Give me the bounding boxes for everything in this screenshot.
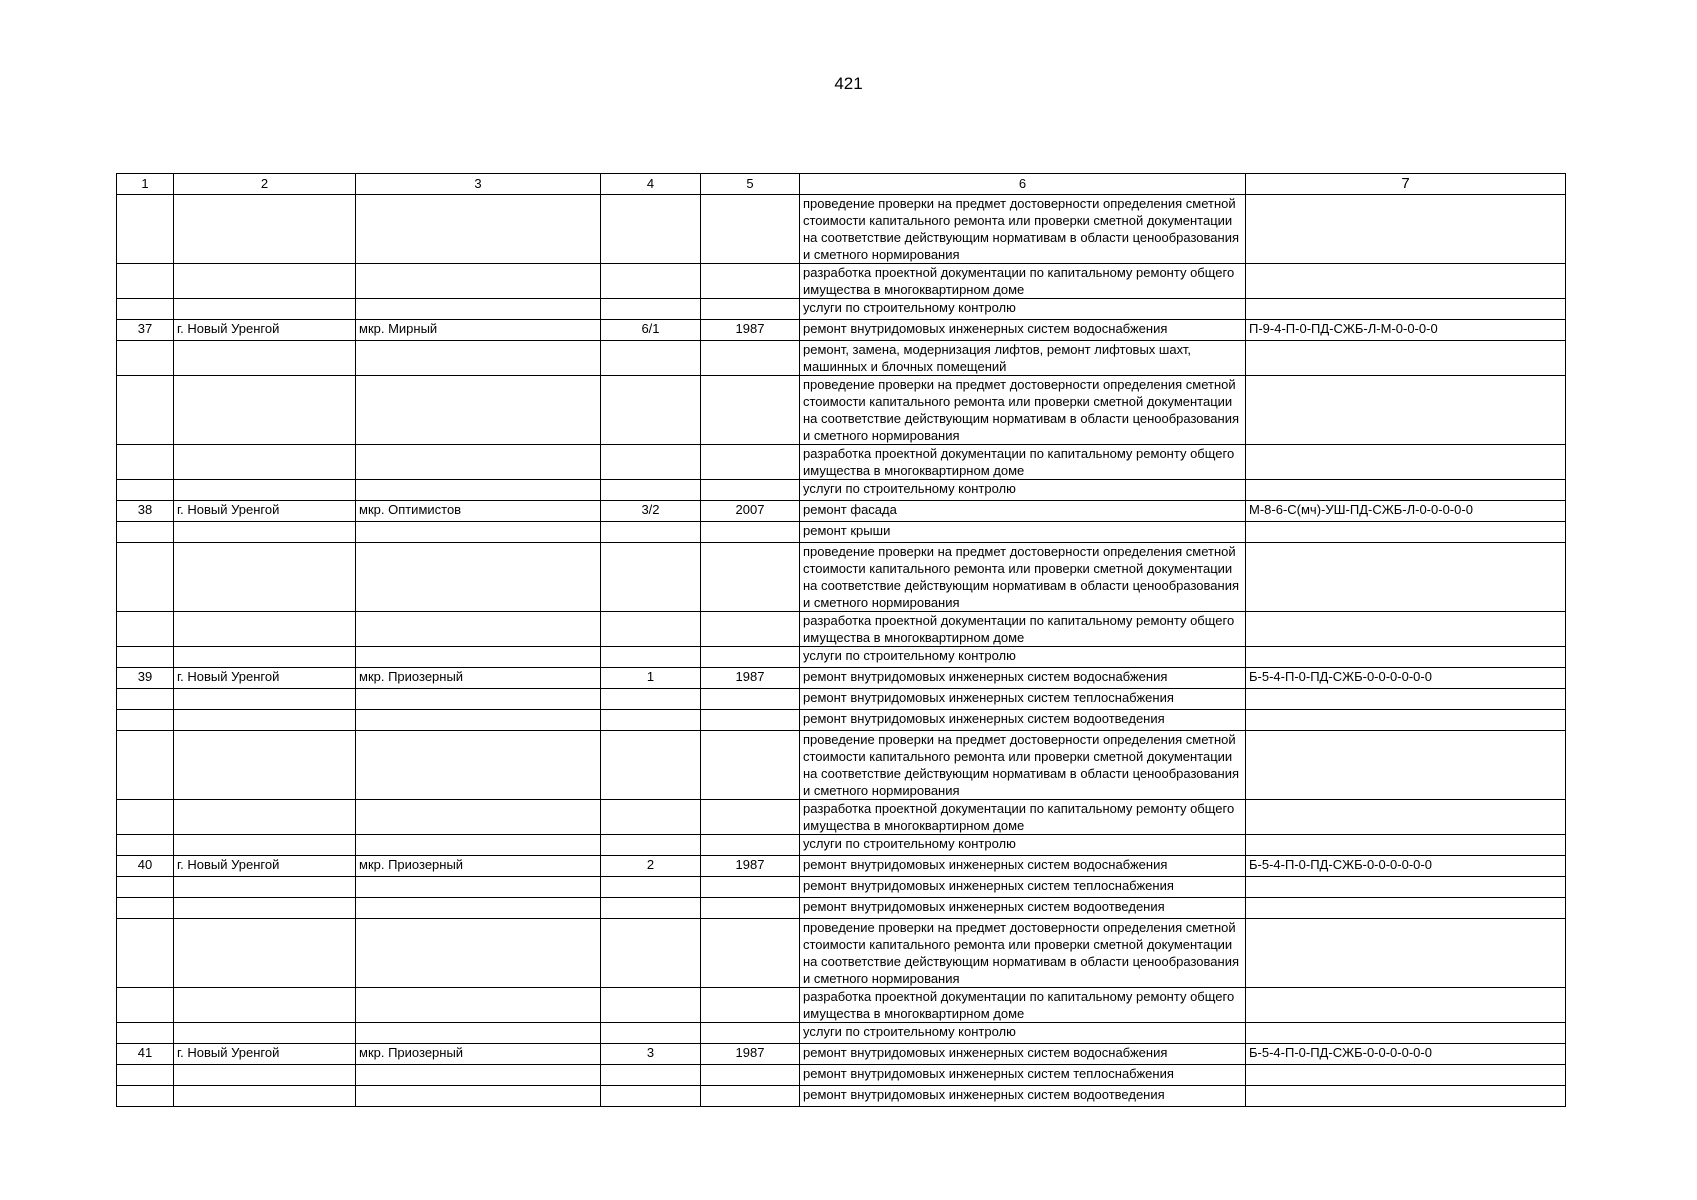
district-cell [356,1065,601,1086]
header-cell: 7 [1246,174,1566,195]
table-row [117,898,1566,919]
house-number-cell [601,264,701,299]
year-cell [701,988,800,1023]
work-type-cell: ремонт внутридомовых инженерных систем водоотведения [800,898,1246,919]
table-row [117,988,1566,1023]
row-number-cell [117,988,174,1023]
table-row [117,800,1566,835]
year-cell: 1987 [701,668,800,689]
row-number-cell [117,647,174,668]
city-cell [174,919,356,988]
year-cell [701,898,800,919]
row-number-cell [117,522,174,543]
table-row [117,341,1566,376]
work-type-cell: разработка проектной документации по капитальному ремонту общего имущества в многоквартирном доме [800,800,1246,835]
city-cell: г. Новый Уренгой [174,1044,356,1065]
table-row [117,264,1566,299]
district-cell [356,919,601,988]
year-cell [701,1065,800,1086]
row-number-cell [117,710,174,731]
year-cell [701,731,800,800]
code-cell [1246,195,1566,264]
house-number-cell [601,731,701,800]
code-cell [1246,647,1566,668]
city-cell [174,647,356,668]
year-cell [701,1023,800,1044]
table-row [117,480,1566,501]
row-number-cell [117,195,174,264]
work-type-cell: проведение проверки на предмет достоверности определения сметной стоимости капитального ремонта или проверки сметной документации на соответствие действующим нормативам в области ценообразования и сметного нормирования [800,195,1246,264]
table-row [117,1044,1566,1065]
works-table [116,173,1566,1107]
work-type-cell: ремонт внутридомовых инженерных систем водоснабжения [800,1044,1246,1065]
house-number-cell [601,800,701,835]
city-cell [174,1023,356,1044]
district-cell: мкр. Приозерный [356,668,601,689]
district-cell [356,1023,601,1044]
row-number-cell [117,898,174,919]
city-cell [174,689,356,710]
work-type-cell: разработка проектной документации по капитальному ремонту общего имущества в многоквартирном доме [800,612,1246,647]
code-cell [1246,835,1566,856]
year-cell [701,710,800,731]
row-number-cell [117,612,174,647]
header-cell: 5 [701,174,800,195]
code-cell [1246,299,1566,320]
district-cell: мкр. Оптимистов [356,501,601,522]
row-number-cell: 41 [117,1044,174,1065]
table-row [117,919,1566,988]
year-cell [701,264,800,299]
work-type-cell: ремонт фасада [800,501,1246,522]
year-cell [701,800,800,835]
house-number-cell [601,543,701,612]
table-row [117,856,1566,877]
code-cell [1246,543,1566,612]
year-cell [701,835,800,856]
house-number-cell: 2 [601,856,701,877]
city-cell [174,445,356,480]
row-number-cell [117,376,174,445]
table-row [117,445,1566,480]
district-cell [356,480,601,501]
city-cell [174,800,356,835]
city-cell [174,376,356,445]
year-cell [701,647,800,668]
city-cell [174,1086,356,1107]
work-type-cell: проведение проверки на предмет достоверности определения сметной стоимости капитального ремонта или проверки сметной документации на соответствие действующим нормативам в области ценообразования и сметного нормирования [800,376,1246,445]
row-number-cell: 39 [117,668,174,689]
header-row [117,174,1566,195]
work-type-cell: ремонт внутридомовых инженерных систем водоснабжения [800,856,1246,877]
year-cell: 2007 [701,501,800,522]
work-type-cell: ремонт, замена, модернизация лифтов, ремонт лифтовых шахт, машинных и блочных помещений [800,341,1246,376]
code-cell: Б-5-4-П-0-ПД-СЖБ-0-0-0-0-0-0 [1246,668,1566,689]
house-number-cell [601,877,701,898]
code-cell [1246,1023,1566,1044]
work-type-cell: ремонт внутридомовых инженерных систем теплоснабжения [800,1065,1246,1086]
house-number-cell [601,710,701,731]
code-cell [1246,264,1566,299]
year-cell [701,445,800,480]
district-cell [356,800,601,835]
table-row [117,877,1566,898]
city-cell [174,480,356,501]
header-cell: 6 [800,174,1246,195]
code-cell [1246,480,1566,501]
work-type-cell: услуги по строительному контролю [800,1023,1246,1044]
table-row [117,689,1566,710]
district-cell [356,898,601,919]
code-cell: Б-5-4-П-0-ПД-СЖБ-0-0-0-0-0-0 [1246,1044,1566,1065]
code-cell [1246,689,1566,710]
year-cell [701,480,800,501]
row-number-cell [117,689,174,710]
code-cell [1246,898,1566,919]
year-cell [701,919,800,988]
district-cell: мкр. Мирный [356,320,601,341]
code-cell [1246,445,1566,480]
header-cell: 1 [117,174,174,195]
work-type-cell: услуги по строительному контролю [800,299,1246,320]
city-cell [174,988,356,1023]
district-cell [356,612,601,647]
year-cell: 1987 [701,320,800,341]
row-number-cell [117,1023,174,1044]
work-type-cell: ремонт внутридомовых инженерных систем водоотведения [800,710,1246,731]
house-number-cell [601,1023,701,1044]
district-cell [356,543,601,612]
district-cell [356,1086,601,1107]
code-cell [1246,877,1566,898]
city-cell [174,898,356,919]
district-cell [356,689,601,710]
code-cell [1246,731,1566,800]
city-cell: г. Новый Уренгой [174,668,356,689]
district-cell: мкр. Приозерный [356,856,601,877]
district-cell [356,731,601,800]
city-cell [174,710,356,731]
table-row [117,710,1566,731]
work-type-cell: ремонт внутридомовых инженерных систем водоснабжения [800,320,1246,341]
city-cell [174,195,356,264]
table-row [117,522,1566,543]
house-number-cell [601,522,701,543]
city-cell: г. Новый Уренгой [174,856,356,877]
house-number-cell [601,612,701,647]
work-type-cell: проведение проверки на предмет достоверности определения сметной стоимости капитального ремонта или проверки сметной документации на соответствие действующим нормативам в области ценообразования и сметного нормирования [800,919,1246,988]
table-row [117,543,1566,612]
code-cell: Б-5-4-П-0-ПД-СЖБ-0-0-0-0-0-0 [1246,856,1566,877]
row-number-cell [117,299,174,320]
house-number-cell [601,689,701,710]
city-cell [174,877,356,898]
district-cell [356,835,601,856]
district-cell [356,376,601,445]
year-cell: 1987 [701,856,800,877]
row-number-cell [117,835,174,856]
table-row [117,612,1566,647]
house-number-cell [601,299,701,320]
house-number-cell: 1 [601,668,701,689]
work-type-cell: ремонт крыши [800,522,1246,543]
year-cell [701,543,800,612]
work-type-cell: ремонт внутридомовых инженерных систем водоотведения [800,1086,1246,1107]
header-cell: 4 [601,174,701,195]
code-cell [1246,1065,1566,1086]
work-type-cell: ремонт внутридомовых инженерных систем теплоснабжения [800,877,1246,898]
work-type-cell: ремонт внутридомовых инженерных систем теплоснабжения [800,689,1246,710]
table-row [117,731,1566,800]
code-cell [1246,376,1566,445]
code-cell [1246,612,1566,647]
code-cell [1246,800,1566,835]
city-cell [174,612,356,647]
year-cell [701,341,800,376]
district-cell [356,341,601,376]
house-number-cell [601,480,701,501]
work-type-cell: проведение проверки на предмет достоверности определения сметной стоимости капитального ремонта или проверки сметной документации на соответствие действующим нормативам в области ценообразования и сметного нормирования [800,543,1246,612]
district-cell [356,988,601,1023]
year-cell [701,689,800,710]
code-cell: П-9-4-П-0-ПД-СЖБ-Л-М-0-0-0-0 [1246,320,1566,341]
district-cell [356,877,601,898]
table-row [117,1086,1566,1107]
code-cell [1246,1086,1566,1107]
house-number-cell [601,341,701,376]
code-cell: М-8-6-С(мч)-УШ-ПД-СЖБ-Л-0-0-0-0-0 [1246,501,1566,522]
house-number-cell: 3 [601,1044,701,1065]
year-cell [701,877,800,898]
district-cell: мкр. Приозерный [356,1044,601,1065]
house-number-cell [601,1065,701,1086]
house-number-cell [601,1086,701,1107]
year-cell [701,612,800,647]
code-cell [1246,919,1566,988]
row-number-cell [117,543,174,612]
row-number-cell [117,1086,174,1107]
house-number-cell [601,898,701,919]
district-cell [356,195,601,264]
row-number-cell [117,480,174,501]
code-cell [1246,341,1566,376]
table-row [117,376,1566,445]
row-number-cell [117,445,174,480]
code-cell [1246,522,1566,543]
year-cell [701,299,800,320]
city-cell: г. Новый Уренгой [174,320,356,341]
row-number-cell [117,341,174,376]
house-number-cell [601,919,701,988]
house-number-cell: 6/1 [601,320,701,341]
year-cell [701,1086,800,1107]
house-number-cell [601,988,701,1023]
district-cell [356,299,601,320]
table-row [117,647,1566,668]
city-cell [174,731,356,800]
district-cell [356,710,601,731]
work-type-cell: проведение проверки на предмет достоверности определения сметной стоимости капитального ремонта или проверки сметной документации на соответствие действующим нормативам в области ценообразования и сметного нормирования [800,731,1246,800]
code-cell [1246,988,1566,1023]
district-cell [356,445,601,480]
city-cell [174,835,356,856]
house-number-cell: 3/2 [601,501,701,522]
work-type-cell: услуги по строительному контролю [800,480,1246,501]
table-row [117,835,1566,856]
table-row [117,320,1566,341]
row-number-cell: 40 [117,856,174,877]
house-number-cell [601,445,701,480]
city-cell [174,264,356,299]
work-type-cell: услуги по строительному контролю [800,647,1246,668]
row-number-cell [117,919,174,988]
house-number-cell [601,835,701,856]
work-type-cell: ремонт внутридомовых инженерных систем водоснабжения [800,668,1246,689]
row-number-cell [117,731,174,800]
row-number-cell [117,877,174,898]
table-row [117,501,1566,522]
house-number-cell [601,647,701,668]
work-type-cell: разработка проектной документации по капитальному ремонту общего имущества в многоквартирном доме [800,988,1246,1023]
district-cell [356,264,601,299]
work-type-cell: услуги по строительному контролю [800,835,1246,856]
row-number-cell [117,1065,174,1086]
work-type-cell: разработка проектной документации по капитальному ремонту общего имущества в многоквартирном доме [800,264,1246,299]
table-row [117,195,1566,264]
city-cell: г. Новый Уренгой [174,501,356,522]
row-number-cell [117,800,174,835]
row-number-cell: 38 [117,501,174,522]
year-cell [701,376,800,445]
table-row [117,1023,1566,1044]
header-cell: 3 [356,174,601,195]
year-cell [701,195,800,264]
city-cell [174,543,356,612]
year-cell: 1987 [701,1044,800,1065]
year-cell [701,522,800,543]
table-row [117,668,1566,689]
page-number: 421 [834,74,863,93]
district-cell [356,647,601,668]
row-number-cell: 37 [117,320,174,341]
city-cell [174,341,356,376]
city-cell [174,299,356,320]
row-number-cell [117,264,174,299]
house-number-cell [601,195,701,264]
table-row [117,1065,1566,1086]
city-cell [174,522,356,543]
district-cell [356,522,601,543]
work-type-cell: разработка проектной документации по капитальному ремонту общего имущества в многоквартирном доме [800,445,1246,480]
code-cell [1246,710,1566,731]
header-cell: 2 [174,174,356,195]
house-number-cell [601,376,701,445]
table-row [117,299,1566,320]
city-cell [174,1065,356,1086]
